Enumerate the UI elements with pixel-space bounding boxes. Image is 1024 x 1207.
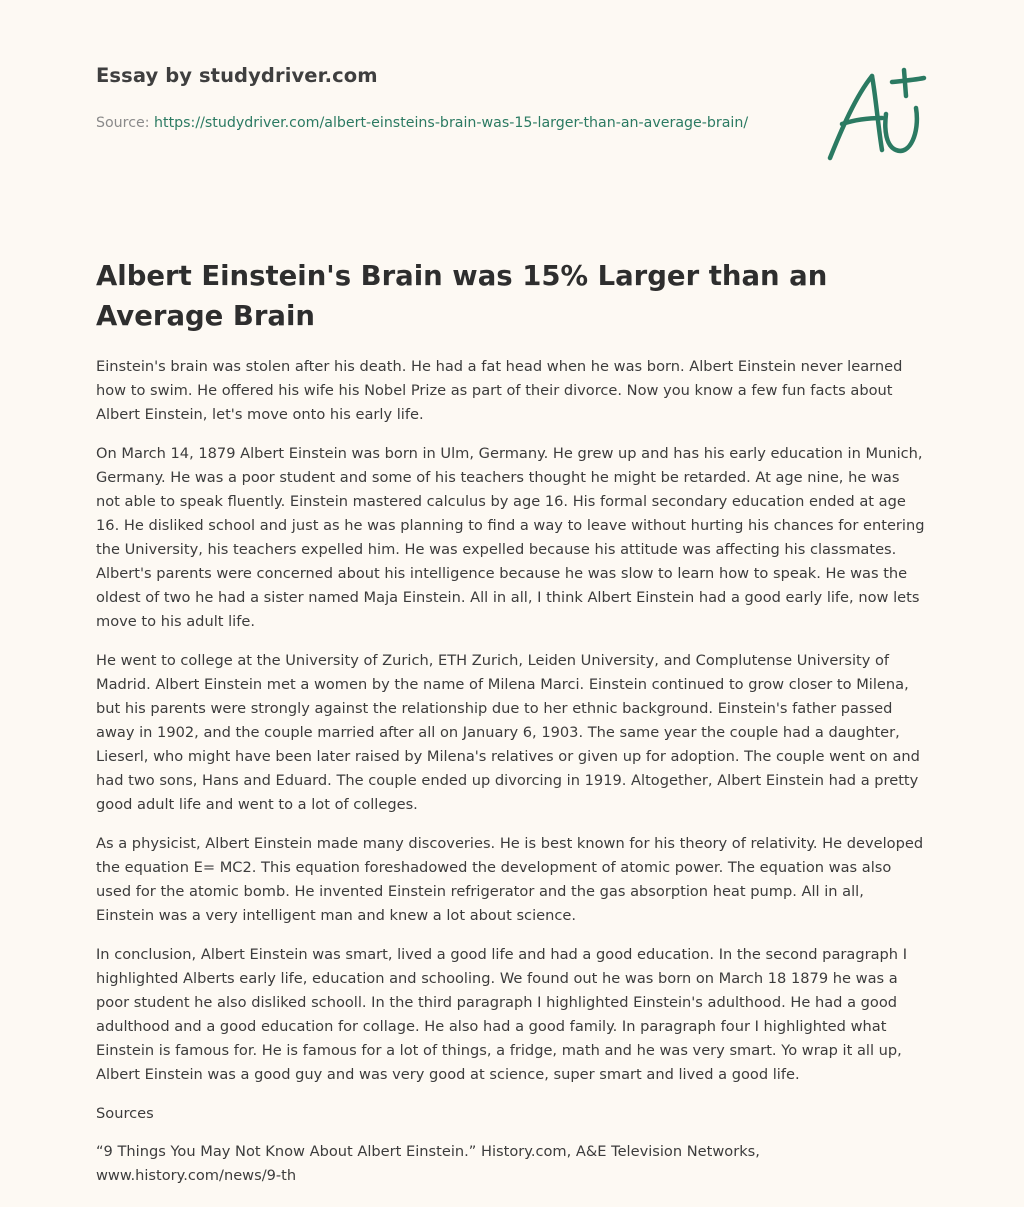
a-plus-logo-icon: [820, 66, 930, 166]
essay-title: Albert Einstein's Brain was 15% Larger than an Average Brain: [96, 260, 828, 332]
essay-body: [96, 355, 926, 1203]
site-title: Essay by studydriver.com: [96, 64, 378, 87]
paragraph-2: On March 14, 1879 Albert Einstein was born in Ulm, Germany. He grew up and has his early education in Munich, Germany. He was a poor student and some of his teachers thought he might be retarded. At age nine, he was not able to speak fluently. Einstein mastered calculus by age 16. His formal secondary education ended at age 16. He disliked school and just as he was planning to find a way to leave without hurting his chances for entering the University, his teachers expelled him. He was expelled because his attitude was affecting his classmates. Albert's parents were concerned about his intelligence because he was slow to learn how to speak. He was the oldest of two he had a sister named Maja Einstein. All in all, I think Albert Einstein had a good early life, now lets move to his adult life.: [96, 445, 925, 630]
paragraph-1: Einstein's brain was stolen after his death. He had a fat head when he was born. Albert Einstein never learned how to swim. He offered his wife his Nobel Prize as part of their divorce. Now you know a few fun facts about Albert Einstein, let's move onto his early life.: [96, 358, 903, 423]
paragraph-4: As a physicist, Albert Einstein made many discoveries. He is best known for his theory of relativity. He developed the equation E= MC2. This equation foreshadowed the development of atomic power. The equation was also used for the atomic bomb. He invented Einstein refrigerator and the gas absorption heat pump. All in all, Einstein was a very intelligent man and knew a lot about science.: [96, 835, 924, 924]
paragraph-3: He went to college at the University of Zurich, ETH Zurich, Leiden University, and Complutense University of Madrid. Albert Einstein met a women by the name of Milena Marci. Einstein continued to grow closer to Milena, but his parents were strongly against the relationship due to her ethnic background. Einstein's father passed away in 1902, and the couple married after all on January 6, 1903. The same year the couple had a daughter, Lieserl, who might have been later raised by Milena's relatives or given up for adoption. The couple went on and had two sons, Hans and Eduard. The couple ended up divorcing in 1919. Altogether, Albert Einstein had a pretty good adult life and went to a lot of colleges.: [96, 652, 920, 813]
paragraph-5: In conclusion, Albert Einstein was smart, lived a good life and had a good education. In the second paragraph I highlighted Alberts early life, education and schooling. We found out he was born on March 18 1879 he was a poor student he also disliked schooll. In the third paragraph I highlighted Einstein's adulthood. He had a good adulthood and a good education for collage. He also had a good family. In paragraph four I highlighted what Einstein is famous for. He is famous for a lot of things, a fridge, math and he was very smart. Yo wrap it all up, Albert Einstein was a good guy and was very good at science, super smart and lived a good life.: [96, 946, 907, 1083]
source-link[interactable]: https://studydriver.com/albert-einsteins-brain-was-15-larger-than-an-average-brain/: [154, 115, 749, 131]
source-label: Source:: [96, 115, 155, 131]
source-line: [96, 112, 756, 135]
source-citation: “9 Things You May Not Know About Albert Einstein.” History.com, A&E Television Networks, www.history.com/news/9-th: [96, 1143, 760, 1184]
sources-heading: Sources: [96, 1105, 154, 1122]
